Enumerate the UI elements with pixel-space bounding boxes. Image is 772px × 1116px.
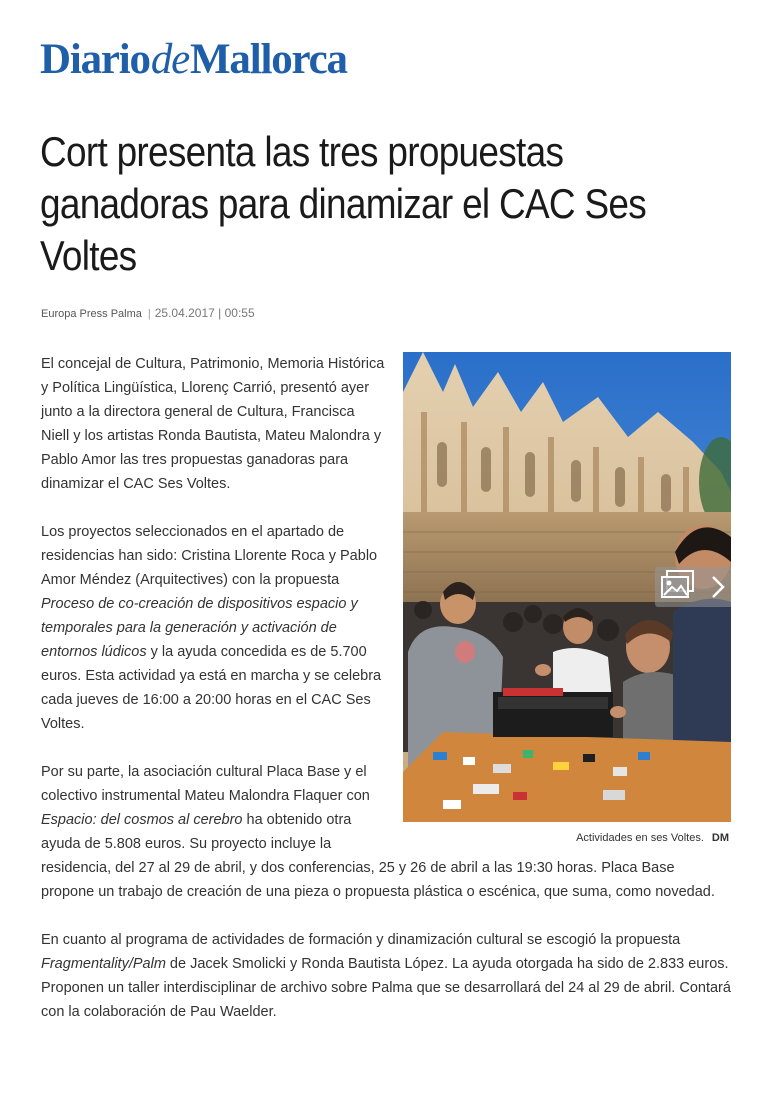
article-figure: [403, 352, 731, 845]
paragraph-text: ha obtenido otra ayuda de 5.808 euros. Su proyecto incluye la residencia, del 27 al 29 de abril, y dos conferencias, 25 y 26 de abril a las 19:30 horas. Placa Base propone un trabajo de creación de una pieza o propuesta plástica o escénica, que suma, como novedad.: [41, 812, 715, 900]
paragraph-text: Por su parte, la asociación cultural Placa Base y el colectivo instrumental Mateu Malondra Flaquer con: [41, 764, 370, 804]
article-paragraph-4: [41, 928, 731, 1024]
site-logo[interactable]: [40, 38, 347, 81]
byline-separator: |: [147, 308, 151, 320]
article-body: [41, 352, 731, 1048]
photo-caption: [403, 822, 731, 845]
image-gallery-icon: [659, 569, 697, 605]
paragraph-text: En cuanto al programa de actividades de formación y dinamización cultural se escogió la propuesta: [41, 932, 681, 948]
byline-datetime: 25.04.2017 | 00:55: [154, 306, 255, 320]
paragraph-text: Los proyectos seleccionados en el apartado de residencias han sido: Cristina Llorente Roca y Pablo Amor Méndez (Arquitectives) con la propuesta: [41, 524, 378, 588]
chevron-right-icon: [711, 575, 725, 599]
caption-credit: DM: [711, 832, 729, 844]
logo-part-diario: Diario: [40, 36, 150, 83]
byline-author: Europa Press Palma: [41, 308, 142, 320]
article-photo[interactable]: [403, 352, 731, 822]
article-paragraph-1: El concejal de Cultura, Patrimonio, Memoria Histórica y Política Lingüística, Llorenç Carrió, presentó ayer junto a la directora general de Cultura, Francisca Niell y los artistas Ronda Bautista, Mateu Malondra y Pablo Amor las tres propuestas ganadoras para dinamizar el CAC Ses Voltes.: [41, 356, 385, 492]
article-byline: [41, 306, 255, 320]
project-title-italic: Fragmentality/Palm: [41, 956, 166, 972]
paragraph-text: y la ayuda concedida es de 5.700 euros. Esta actividad ya está en marcha y se celebra cada jueves de 16:00 a 20:00 horas en el CAC Ses Voltes.: [41, 644, 382, 732]
paragraph-text: de Jacek Smolicki y Ronda Bautista López. La ayuda otorgada ha sido de 2.833 euros. Proponen un taller interdisciplinar de archivo sobre Palma que se desarrollará del 24 al 29 de abril. Contará con la colaboración de Pau Waelder.: [41, 956, 731, 1020]
gallery-button[interactable]: [655, 567, 731, 607]
project-title-italic: Espacio: del cosmos al cerebro: [41, 812, 243, 828]
logo-part-mallorca: Mallorca: [190, 36, 347, 83]
project-title-italic: Proceso de co-creación de dispositivos espacio y temporales para la generación y activación de entornos lúdicos: [41, 596, 358, 660]
logo-part-de: de: [150, 36, 190, 83]
caption-text: Actividades en ses Voltes.: [576, 832, 704, 844]
article-headline: Cort presenta las tres propuestas ganadoras para dinamizar el CAC Ses Voltes: [40, 128, 647, 279]
